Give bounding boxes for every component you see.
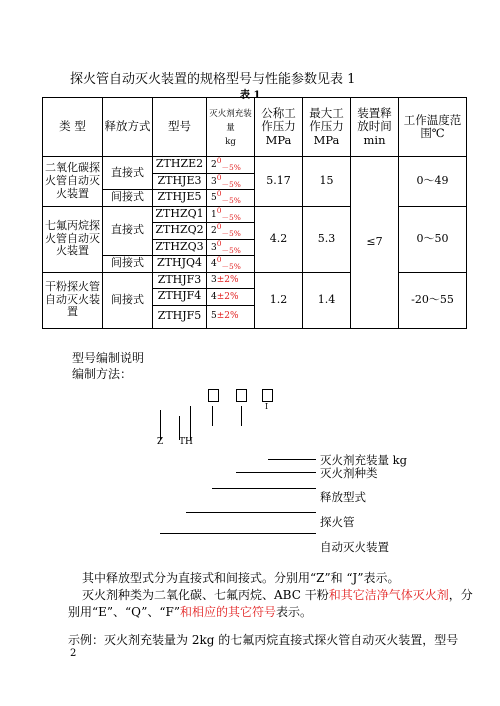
paragraph-release-type: 其中释放型式分为直接式和间接式。分别用“Z”和 “J”表示。 [82, 571, 400, 585]
header-agent-unit: kg [225, 136, 236, 147]
header-release-time: 装置释放时间min [351, 98, 399, 157]
paragraph-example: 示例：灭火剂充装量为 2kg 的七氟丙烷直接式探火管自动灭火装置，型号 [68, 633, 459, 647]
connector-line [241, 406, 242, 426]
model-cell: ZTHZQ3 [153, 239, 207, 256]
leader-line [268, 459, 316, 460]
code-z: Z [157, 437, 164, 447]
release-cell: 间接式 [103, 190, 153, 207]
label-agent-type: 灭火剂种类 [320, 466, 378, 480]
type-cell: 二氧化碳探火管自动灭火装置 [43, 157, 103, 207]
page-number: 2 [70, 648, 77, 659]
temp-cell: 0～49 [399, 157, 467, 207]
model-cell: ZTHJQ4 [153, 256, 207, 273]
nominal-pressure-cell: 4.2 [255, 206, 303, 272]
model-cell: ZTHZQ1 [153, 206, 207, 223]
release-cell: 直接式 [103, 206, 153, 256]
nominal-pressure-cell: 5.17 [255, 157, 303, 207]
leader-line [236, 472, 316, 473]
amount-cell: $5^0_{-5\%}$ [207, 190, 255, 207]
release-time-cell: ≤7 [351, 157, 399, 329]
code-box [262, 389, 273, 402]
spec-table [42, 97, 467, 329]
release-cell: 间接式 [103, 256, 153, 273]
header-max-pressure: 最大工作压力MPa [303, 98, 351, 157]
amount-cell: 4±2% [207, 289, 255, 306]
model-cell: ZTHJF5 [153, 305, 207, 328]
marker-i: I [265, 402, 269, 411]
leader-line [186, 512, 316, 513]
amount-cell: 3±2% [207, 272, 255, 289]
amount-cell: $1^0_{-5\%}$ [207, 206, 255, 223]
type-cell: 七氟丙烷探火管自动灭火装置 [43, 206, 103, 272]
table-row [43, 272, 467, 289]
model-cell: ZTHZE2 [153, 157, 207, 174]
type-cell: 干粉探火管自动灭火装置 [43, 272, 103, 328]
amount-cell: $4^0_{-5\%}$ [207, 256, 255, 273]
model-cell: ZTHZQ2 [153, 223, 207, 240]
code-th: TH [179, 437, 193, 447]
amount-cell: $2^0_{-5\%}$ [207, 157, 255, 174]
max-pressure-cell: 1.4 [303, 272, 351, 328]
header-release: 释放方式 [103, 98, 153, 157]
max-pressure-cell: 5.3 [303, 206, 351, 272]
header-agent-amount-label: 灭火剂充装量 [209, 109, 252, 134]
model-cell: ZTHJE3 [153, 173, 207, 190]
header-nominal-pressure: 公称工作压力MPa [255, 98, 303, 157]
max-pressure-cell: 15 [303, 157, 351, 207]
table-row [43, 206, 467, 223]
label-agent-amount: 灭火剂充装量 kg [320, 453, 407, 467]
table-header-row [43, 98, 467, 157]
table-label: 表 1 [240, 90, 261, 101]
connector-line [212, 406, 213, 426]
amount-cell: $3^0_{-5\%}$ [207, 173, 255, 190]
amount-cell: $2^0_{-5\%}$ [207, 223, 255, 240]
label-detector-tube: 探火管 [320, 515, 355, 529]
header-agent-amount [207, 98, 255, 157]
temp-cell: 0～50 [399, 206, 467, 272]
code-box [236, 389, 247, 402]
section-heading: 型号编制说明 [72, 351, 145, 365]
release-cell: 直接式 [103, 157, 153, 190]
header-type: 类 型 [43, 98, 103, 157]
amount-cell: $3^0_{-5\%}$ [207, 239, 255, 256]
header-model: 型号 [153, 98, 207, 157]
release-cell: 间接式 [103, 272, 153, 328]
table-row [43, 157, 467, 174]
nominal-pressure-cell: 1.2 [255, 272, 303, 328]
header-temp-range: 工作温度范围℃ [399, 98, 467, 157]
amount-cell: 5±2% [207, 305, 255, 328]
leader-line [212, 488, 316, 489]
temp-cell: -20～55 [399, 272, 467, 328]
bracket-z-line [160, 410, 161, 440]
bracket-th-line-2 [190, 406, 191, 440]
label-auto-device: 自动灭火装置 [320, 540, 389, 554]
code-box [208, 389, 219, 402]
paragraph-agent-symbols: 别用“E”、“Q”、“F”和相应的其它符号表示。 [68, 605, 312, 619]
paragraph-agent-type: 灭火剂种类为二氧化碳、七氟丙烷、ABC 干粉和其它洁净气体灭火剂，分 [82, 588, 473, 602]
model-cell: ZTHJE5 [153, 190, 207, 207]
leader-line [160, 533, 316, 534]
model-cell: ZTHJF3 [153, 272, 207, 289]
method-heading: 编制方法： [72, 367, 133, 381]
document-title: 探火管自动灭火装置的规格型号与性能参数见表 1 [70, 72, 356, 87]
label-release-type: 释放型式 [320, 490, 366, 504]
model-cell: ZTHJF4 [153, 289, 207, 306]
